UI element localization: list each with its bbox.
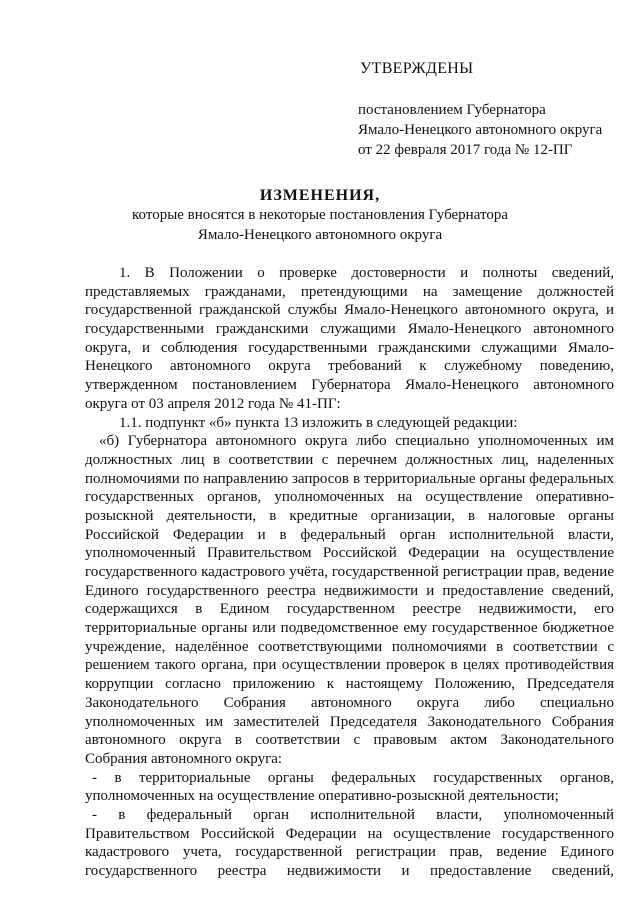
body-line: Законодательного Собрания автономного округа либо специально (85, 694, 614, 711)
document-subtitle (0, 205, 640, 245)
body-line: содержащихся в Едином государственном реестре недвижимости, его (85, 601, 614, 618)
approved-heading: УТВЕРЖДЕНЫ (360, 60, 474, 77)
body-line: «б) Губернатора автономного округа либо специально уполномоченных им (99, 433, 614, 450)
body-line: решением такого органа, при осуществлении проверок в целях противодействия (85, 657, 614, 674)
document-body (85, 264, 614, 881)
body-line: государственными гражданскими служащими Ямало-Ненецкого автономного (85, 321, 614, 338)
document-title: ИЗМЕНЕНИЯ, (259, 187, 381, 204)
body-line: округа от 03 апреля 2012 года № 41-ПГ: (85, 395, 341, 412)
decree-reference (358, 100, 602, 160)
decree-line: Ямало-Ненецкого автономного округа (358, 122, 603, 138)
body-line: Собрания автономного округа: (85, 750, 283, 767)
body-line: учреждение, наделённое соответствующими полномочиями в соответствии с (85, 638, 614, 655)
body-line: - в территориальные органы федеральных государственных органов, (92, 769, 614, 786)
body-line: государственного кадастрового учёта, государственной регистрации прав, ведение (85, 564, 614, 580)
subtitle-line: Ямало-Ненецкого автономного округа (197, 227, 443, 243)
body-line: - в федеральный орган исполнительной власти, уполномоченный (92, 806, 614, 823)
body-line: кадастрового учета, государственной регистрации прав, ведение Единого (85, 844, 614, 861)
subtitle-line: которые вносятся в некоторые постановления Губернатора (132, 207, 508, 223)
body-line: Правительством Российской Федерации на осуществление государственного (85, 825, 614, 842)
decree-line: от 22 февраля 2017 года № 12-ПГ (358, 142, 573, 158)
body-line: государственного реестра недвижимости и предоставление сведений, (85, 863, 614, 879)
body-line: полномочиями по направлению запросов в территориальные органы федеральных (85, 470, 614, 487)
decree-line: постановлением Губернатора (358, 102, 546, 118)
body-line: уполномоченный Правительством Российской Федерации на осуществление (85, 545, 614, 562)
body-line: коррупции согласно приложению к настоящему Положению, Председателя (85, 676, 614, 693)
body-line: 1.1. подпункт «б» пункта 13 изложить в следующей редакции: (119, 414, 518, 431)
body-line: 1. В Положении о проверке достоверности и полноты сведений, (119, 265, 614, 281)
body-line: государственных органов, уполномоченных на осуществление оперативно- (85, 489, 614, 506)
body-line: уполномоченных на осуществление оперативно-розыскной деятельности; (85, 788, 559, 805)
body-line: розыскной деятельности, в кредитные организации, в налоговые органы (85, 507, 614, 524)
body-line: Единого государственного реестра недвижимости и предоставление сведений, (85, 582, 614, 599)
body-line: представляемых гражданами, претендующими на замещение должностей (85, 283, 614, 300)
body-line: территориальные органы или подведомственное ему государственное бюджетное (85, 620, 614, 637)
body-line: уполномоченных им заместителей Председателя Законодательного Собрания (85, 713, 614, 730)
body-line: Российской Федерации и в федеральный орган исполнительной власти, (85, 526, 614, 543)
body-line: округа, и соблюдения государственными гражданскими служащими Ямало- (85, 339, 614, 356)
body-line: государственной гражданской службы Ямало-Ненецкого автономного округа, и (85, 302, 614, 319)
body-line: автономного округа в соответствии с правовым актом Законодательного (85, 732, 614, 749)
body-line: должностных лиц в соответствии с перечнем должностных лиц, наделенных (85, 451, 614, 468)
body-line: Ненецкого автономного округа требований к служебному поведению, (85, 358, 614, 375)
body-line: утвержденном постановлением Губернатора Ямало-Ненецкого автономного (85, 377, 614, 394)
